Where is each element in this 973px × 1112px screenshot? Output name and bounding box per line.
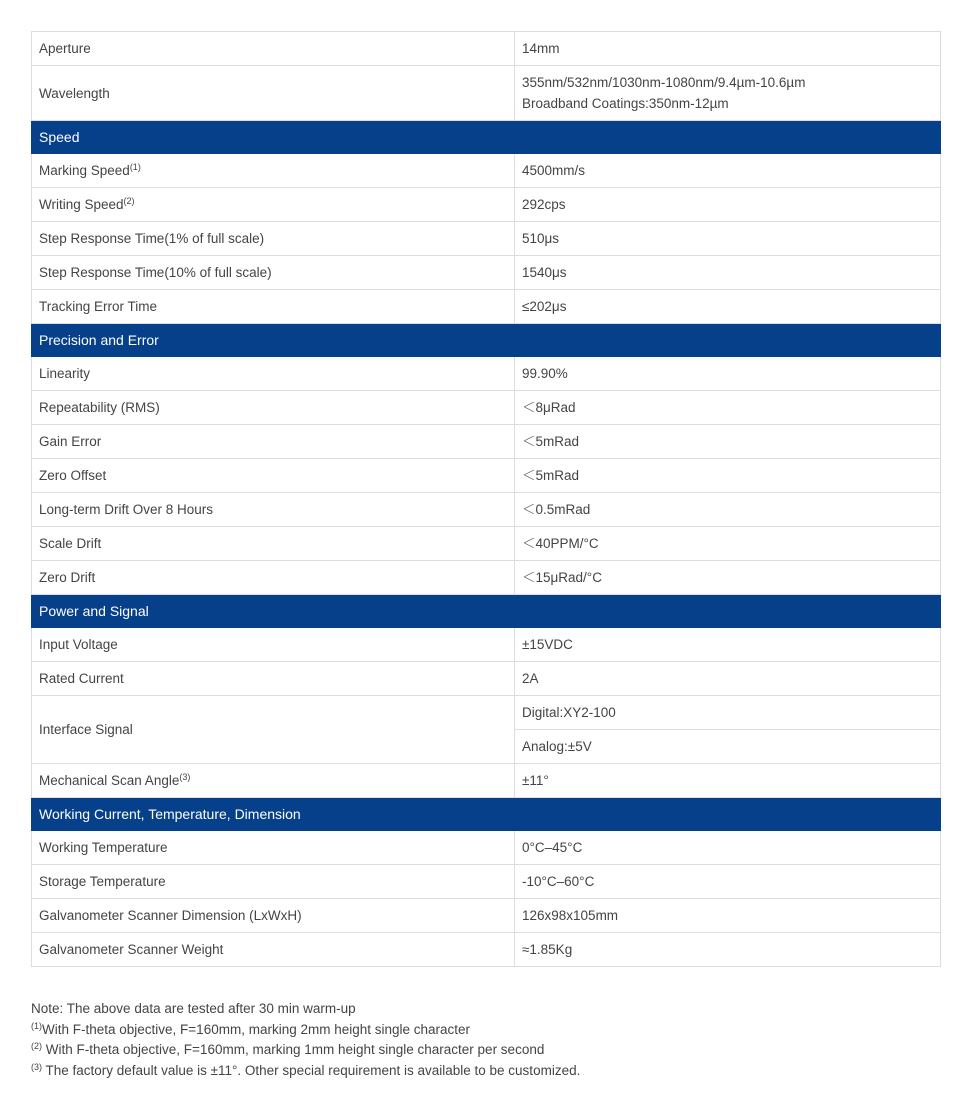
footnote-marker: (3) (31, 1061, 42, 1072)
spec-label-text: Scale Drift (39, 536, 102, 551)
spec-value: 2A (515, 662, 941, 696)
spec-row (32, 391, 941, 425)
footnote-marker: (2) (123, 196, 135, 206)
footnote-text: With F-theta objective, F=160mm, marking 2mm height single character (42, 1021, 471, 1037)
spec-value: ≤202μs (515, 290, 941, 324)
spec-label (32, 188, 515, 222)
footnote-line (31, 1040, 941, 1061)
spec-label (32, 831, 515, 865)
spec-row (32, 493, 941, 527)
spec-label-text: Mechanical Scan Angle (39, 773, 180, 788)
section-header-row (32, 324, 941, 357)
spec-label (32, 222, 515, 256)
spec-label (32, 256, 515, 290)
spec-value: ±11° (515, 764, 941, 798)
spec-value: 292cps (515, 188, 941, 222)
spec-value: ＜15μRad/°C (515, 561, 941, 595)
spec-value: 1540μs (515, 256, 941, 290)
spec-row (32, 696, 941, 730)
spec-row (32, 628, 941, 662)
spec-row (32, 764, 941, 798)
spec-value: Analog:±5V (515, 730, 941, 764)
spec-label-text: Aperture (39, 41, 91, 56)
section-title: Working Current, Temperature, Dimension (32, 798, 941, 831)
spec-label (32, 696, 515, 764)
spec-label (32, 527, 515, 561)
footnote-marker: (1) (31, 1020, 42, 1031)
section-header-row (32, 121, 941, 154)
footnote-line (31, 999, 941, 1020)
spec-label (32, 357, 515, 391)
spec-value-line: Broadband Coatings:350nm-12µm (522, 96, 729, 111)
spec-label-text: Step Response Time(10% of full scale) (39, 265, 272, 280)
spec-label (32, 764, 515, 798)
spec-label (32, 899, 515, 933)
spec-row (32, 222, 941, 256)
spec-row (32, 527, 941, 561)
spec-row (32, 154, 941, 188)
spec-label (32, 933, 515, 967)
spec-row (32, 933, 941, 967)
spec-value: Digital:XY2-100 (515, 696, 941, 730)
spec-value: ±15VDC (515, 628, 941, 662)
spec-row (32, 32, 941, 66)
spec-label-text: Galvanometer Scanner Weight (39, 942, 224, 957)
spec-row (32, 459, 941, 493)
spec-value: 14mm (515, 32, 941, 66)
spec-row (32, 66, 941, 121)
spec-row (32, 290, 941, 324)
spec-label (32, 154, 515, 188)
spec-table-body (32, 32, 941, 967)
spec-label (32, 493, 515, 527)
spec-value: 0°C–45°C (515, 831, 941, 865)
section-header-row (32, 798, 941, 831)
spec-label-text: Rated Current (39, 671, 124, 686)
spec-label-text: Galvanometer Scanner Dimension (LxWxH) (39, 908, 302, 923)
spec-label (32, 391, 515, 425)
spec-label (32, 662, 515, 696)
spec-value: 4500mm/s (515, 154, 941, 188)
spec-row (32, 425, 941, 459)
spec-row (32, 662, 941, 696)
section-header-row (32, 595, 941, 628)
spec-label-text: Wavelength (39, 85, 110, 101)
spec-label-text: Interface Signal (39, 722, 133, 737)
spec-row (32, 899, 941, 933)
spec-label-text: Repeatability (RMS) (39, 400, 160, 415)
footnote-text: With F-theta objective, F=160mm, marking 1mm height single character per second (42, 1042, 545, 1057)
spec-label-text: Gain Error (39, 434, 102, 449)
spec-label-text: Linearity (39, 366, 91, 381)
spec-label-text: Long-term Drift Over 8 Hours (39, 502, 214, 517)
spec-label-text: Working Temperature (39, 840, 168, 855)
section-title: Power and Signal (32, 595, 941, 628)
spec-label (32, 628, 515, 662)
spec-value: ＜0.5mRad (515, 493, 941, 527)
spec-label (32, 32, 515, 66)
spec-row (32, 865, 941, 899)
spec-label-text: Zero Offset (39, 468, 107, 483)
spec-value: ＜8μRad (515, 391, 941, 425)
spec-row (32, 357, 941, 391)
spec-table (31, 31, 941, 967)
spec-label-text: Writing Speed (39, 197, 124, 212)
spec-value: ≈1.85Kg (515, 933, 941, 967)
spec-label (32, 290, 515, 324)
spec-label-text: Tracking Error Time (39, 299, 158, 314)
spec-label-text: Step Response Time(1% of full scale) (39, 231, 265, 246)
spec-value: 126x98x105mm (515, 899, 941, 933)
section-title: Speed (32, 121, 941, 154)
spec-row (32, 561, 941, 595)
footnote-line (31, 1020, 941, 1041)
footnote-marker: (3) (179, 772, 191, 782)
spec-label-text: Zero Drift (39, 570, 96, 585)
spec-label (32, 66, 515, 121)
footnote-marker: (1) (129, 162, 141, 172)
spec-label-text: Input Voltage (39, 637, 118, 652)
spec-label (32, 459, 515, 493)
spec-value: -10°C–60°C (515, 865, 941, 899)
spec-value: ＜5mRad (515, 425, 941, 459)
spec-value: ＜40PPM/°C (515, 527, 941, 561)
spec-label-text: Marking Speed (39, 163, 130, 178)
spec-row (32, 256, 941, 290)
spec-label (32, 425, 515, 459)
spec-label (32, 561, 515, 595)
spec-value: 510μs (515, 222, 941, 256)
spec-value: 99.90% (515, 357, 941, 391)
footnotes (31, 999, 941, 1081)
footnote-text: The factory default value is ±11°. Other special requirement is available to be customized. (42, 1062, 581, 1078)
spec-value (515, 66, 941, 121)
spec-label (32, 865, 515, 899)
footnote-line (31, 1061, 941, 1082)
spec-row (32, 188, 941, 222)
spec-value-line: 355nm/532nm/1030nm-1080nm/9.4µm-10.6µm (522, 75, 806, 90)
footnote-text: Note: The above data are tested after 30 min warm-up (31, 1001, 356, 1016)
spec-value: ＜5mRad (515, 459, 941, 493)
section-title: Precision and Error (32, 324, 941, 357)
footnote-marker: (2) (31, 1041, 42, 1051)
spec-label-text: Storage Temperature (39, 874, 166, 889)
spec-row (32, 831, 941, 865)
